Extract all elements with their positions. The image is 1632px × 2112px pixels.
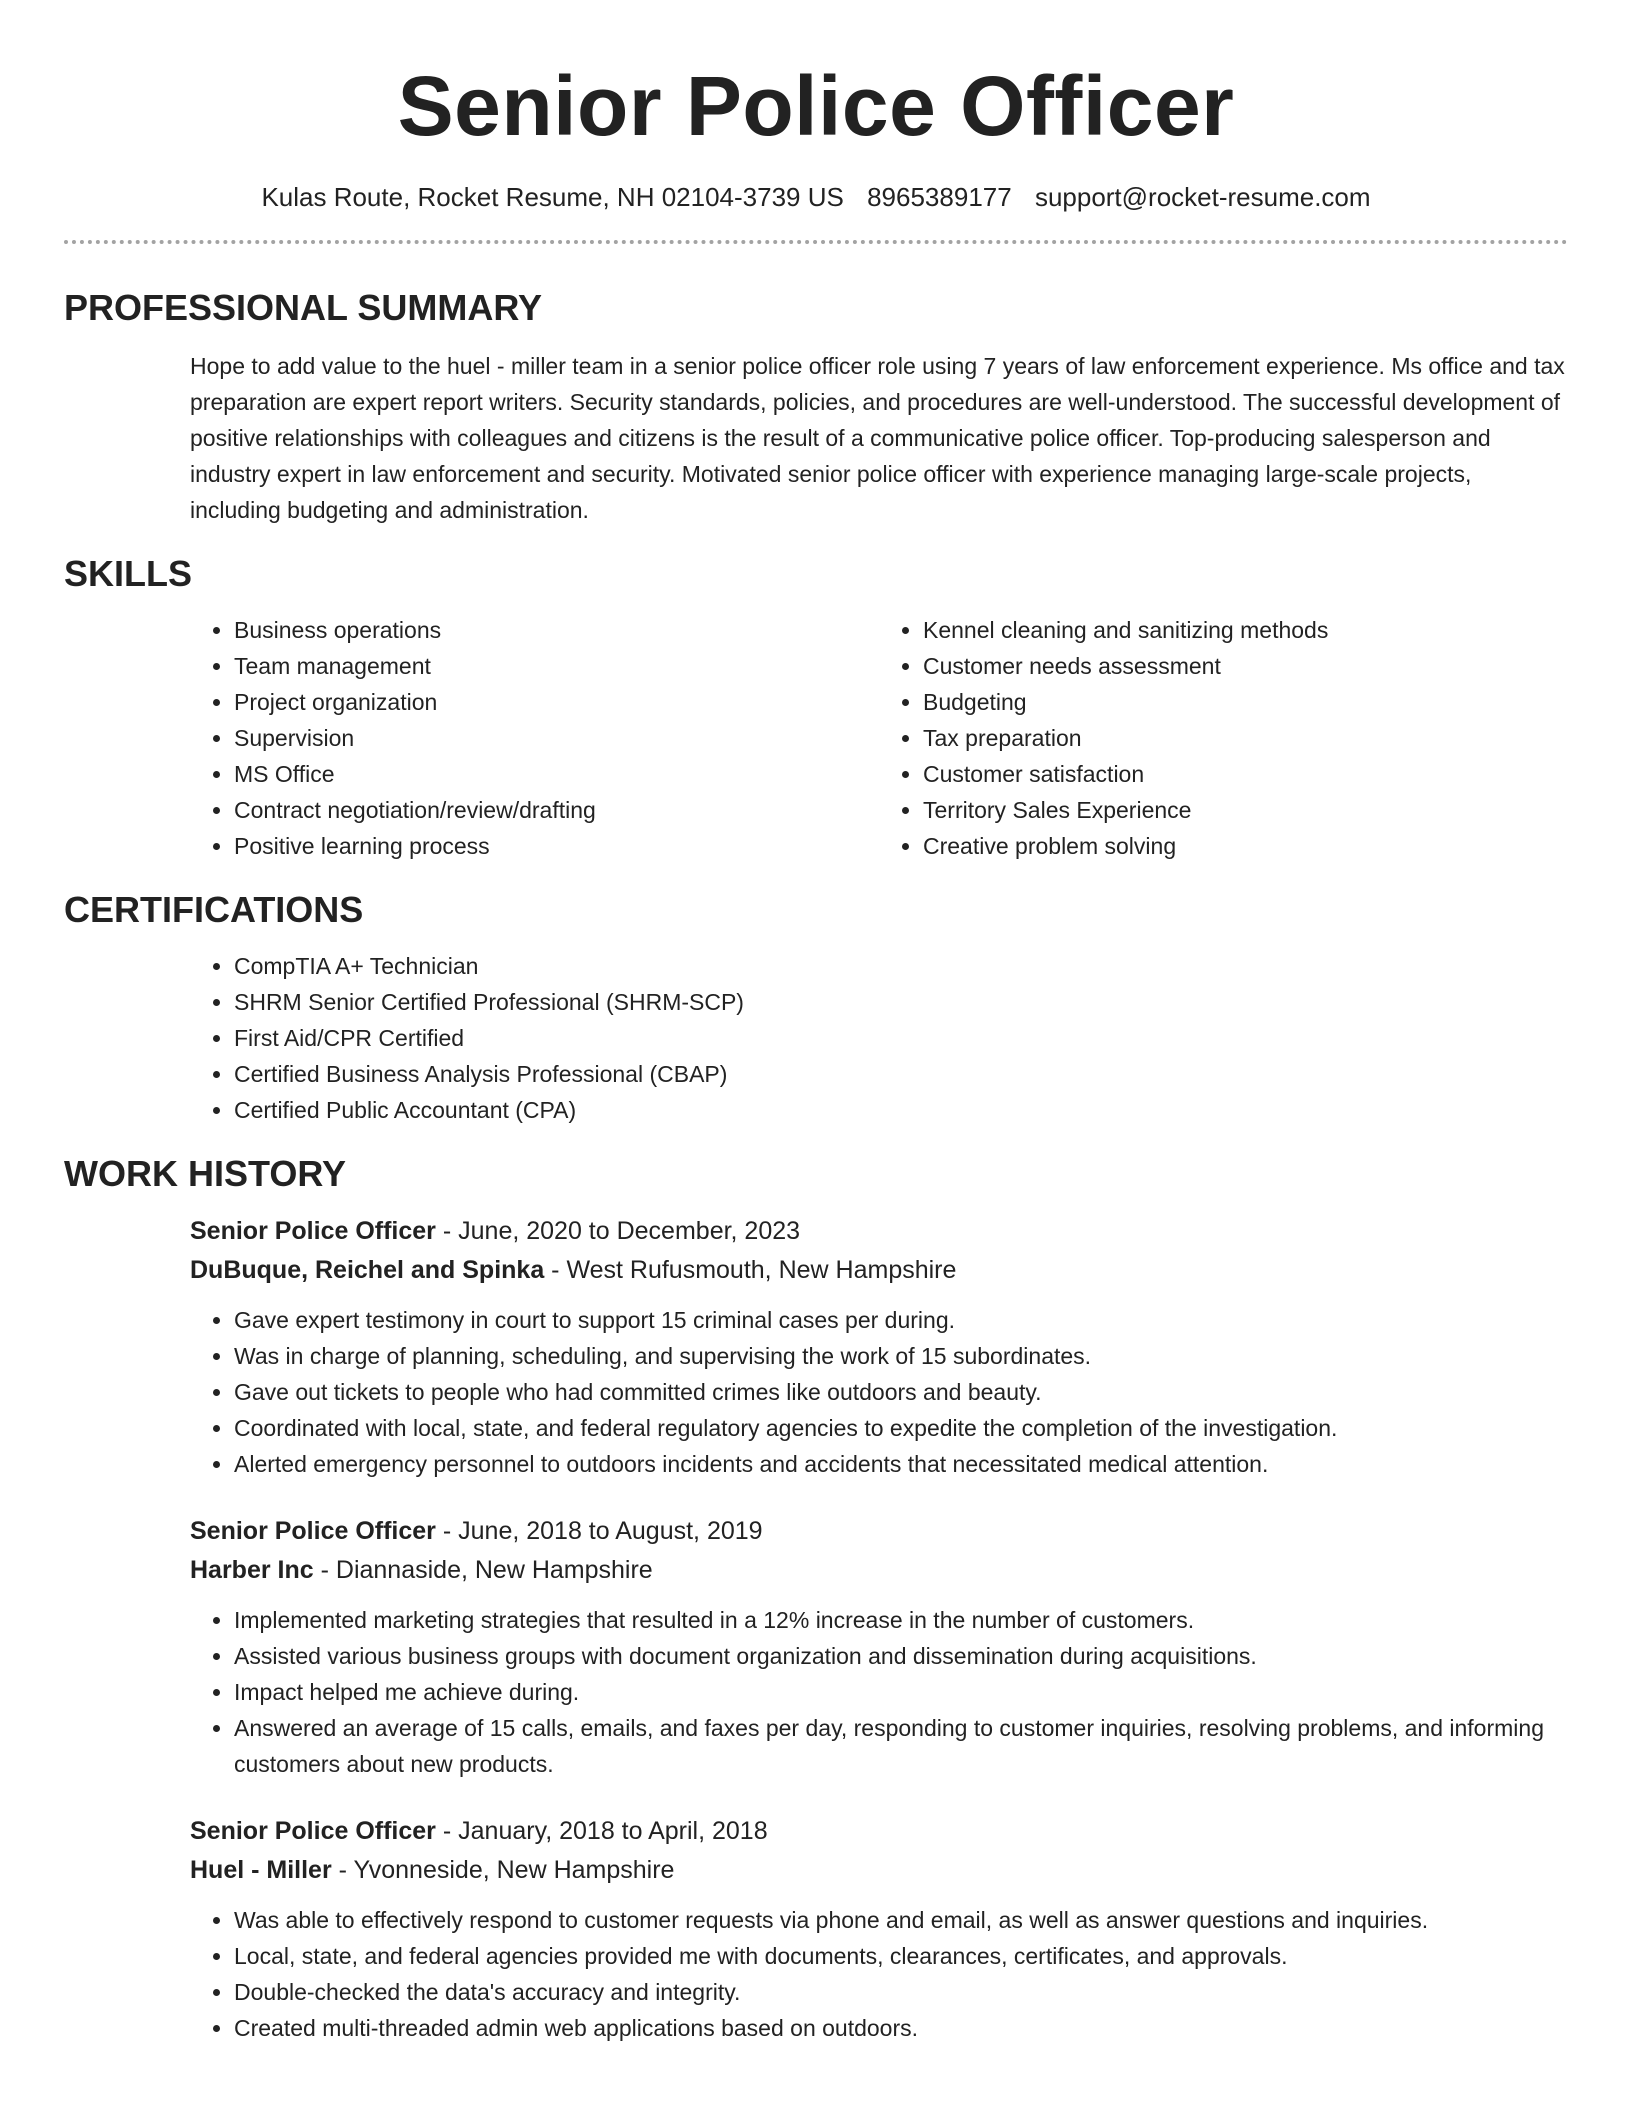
list-item: • Certified Public Accountant (CPA): [234, 1092, 1568, 1128]
job-title-line: [190, 1212, 1568, 1251]
list-item: • Territory Sales Experience: [923, 792, 1568, 828]
certifications-list: [190, 948, 1568, 1128]
summary-text: Hope to add value to the huel - miller team in a senior police officer role using 7 years of law enforcement experience. Ms office and tax preparation are expert report writers. Security standards, policies, and procedures are well-understood. The successful development of positive relationships with colleagues and citizens is the result of a communicative police officer. Top-producing salesperson and industry expert in law enforcement and security. Motivated senior police officer with experience managing large-scale projects, including budgeting and administration.: [190, 353, 1565, 523]
job-dates: - January, 2018 to April, 2018: [435, 1817, 768, 1845]
summary-title: PROFESSIONAL SUMMARY: [64, 287, 543, 328]
job-duties-list: [190, 1902, 1568, 2046]
work-section: [64, 1152, 1568, 2046]
list-item: • Kennel cleaning and sanitizing methods: [923, 612, 1568, 648]
job-dates: - June, 2018 to August, 2019: [435, 1517, 763, 1545]
list-item: • Created multi-threaded admin web applications based on outdoors.: [234, 2010, 1568, 2046]
certifications-section: [64, 888, 1568, 1128]
list-item: • Gave out tickets to people who had committed crimes like outdoors and beauty.: [234, 1374, 1568, 1410]
skills-list-left: [190, 612, 879, 864]
list-item: • Project organization: [234, 684, 879, 720]
contact-line: [64, 180, 1568, 214]
resume-page: [64, 0, 1568, 2046]
list-item: • Coordinated with local, state, and federal regulatory agencies to expedite the completion of the investigation.: [234, 1410, 1568, 1446]
certifications-title: CERTIFICATIONS: [64, 889, 364, 930]
list-item: • Double-checked the data's accuracy and integrity.: [234, 1974, 1568, 2010]
contact-phone: 8965389177: [867, 182, 1012, 212]
list-item: • Alerted emergency personnel to outdoors incidents and accidents that necessitated medical attention.: [234, 1446, 1568, 1482]
list-item: • SHRM Senior Certified Professional (SHRM-SCP): [234, 984, 1568, 1020]
job-duties-list: [190, 1302, 1568, 1482]
list-item: • Positive learning process: [234, 828, 879, 864]
header-divider: [64, 240, 1568, 244]
list-item: • Contract negotiation/review/drafting: [234, 792, 879, 828]
job-role: Senior Police Officer: [190, 1817, 436, 1845]
job-duties-list: [190, 1602, 1568, 1782]
contact-email: support@rocket-resume.com: [1034, 182, 1371, 212]
list-item: • Supervision: [234, 720, 879, 756]
job-company: Harber Inc: [190, 1556, 314, 1584]
skills-list-right: [879, 612, 1568, 864]
summary-section: [64, 286, 1568, 528]
skills-section: [64, 552, 1568, 864]
resume-name: Senior Police Officer: [397, 59, 1235, 153]
job-title-line: [190, 1512, 1568, 1551]
job-company: Huel - Miller: [190, 1856, 332, 1884]
job-location: - Diannaside, New Hampshire: [313, 1556, 653, 1584]
list-item: • Business operations: [234, 612, 879, 648]
work-title: WORK HISTORY: [64, 1153, 347, 1194]
contact-address: Kulas Route, Rocket Resume, NH 02104-3739 US: [261, 182, 844, 212]
list-item: • First Aid/CPR Certified: [234, 1020, 1568, 1056]
job-company-line: [190, 1851, 1568, 1890]
list-item: • Was able to effectively respond to customer requests via phone and email, as well as answer questions and inquiries.: [234, 1902, 1568, 1938]
list-item: • Customer needs assessment: [923, 648, 1568, 684]
list-item: • Assisted various business groups with document organization and dissemination during acquisitions.: [234, 1638, 1568, 1674]
certifications-body: [190, 948, 1568, 1128]
job-company: DuBuque, Reichel and Spinka: [190, 1256, 545, 1284]
list-item: • Local, state, and federal agencies provided me with documents, clearances, certificates, and approvals.: [234, 1938, 1568, 1974]
job-entry: [190, 1512, 1568, 1782]
job-location: - West Rufusmouth, New Hampshire: [544, 1256, 957, 1284]
list-item: • Impact helped me achieve during.: [234, 1674, 1568, 1710]
list-item: • Gave expert testimony in court to support 15 criminal cases per during.: [234, 1302, 1568, 1338]
list-item: • CompTIA A+ Technician: [234, 948, 1568, 984]
job-company-line: [190, 1551, 1568, 1590]
skills-title: SKILLS: [64, 553, 193, 594]
job-dates: - June, 2020 to December, 2023: [435, 1217, 801, 1245]
list-item: • Team management: [234, 648, 879, 684]
list-item: • Customer satisfaction: [923, 756, 1568, 792]
job-role: Senior Police Officer: [190, 1517, 436, 1545]
list-item: • Certified Business Analysis Professional (CBAP): [234, 1056, 1568, 1092]
job-company-line: [190, 1251, 1568, 1290]
job-entry: [190, 1212, 1568, 1482]
list-item: • Creative problem solving: [923, 828, 1568, 864]
job-title-line: [190, 1812, 1568, 1851]
list-item: • Tax preparation: [923, 720, 1568, 756]
job-entry: [190, 1812, 1568, 2046]
work-body: [190, 1212, 1568, 2046]
list-item: • Budgeting: [923, 684, 1568, 720]
job-role: Senior Police Officer: [190, 1217, 436, 1245]
list-item: • Was in charge of planning, scheduling, and supervising the work of 15 subordinates.: [234, 1338, 1568, 1374]
skills-grid: [190, 612, 1568, 864]
list-item: • Answered an average of 15 calls, emails, and faxes per day, responding to customer inquiries, resolving problems, and informing customers about new products.: [234, 1710, 1568, 1782]
job-location: - Yvonneside, New Hampshire: [331, 1856, 675, 1884]
list-item: • Implemented marketing strategies that resulted in a 12% increase in the number of customers.: [234, 1602, 1568, 1638]
list-item: • MS Office: [234, 756, 879, 792]
